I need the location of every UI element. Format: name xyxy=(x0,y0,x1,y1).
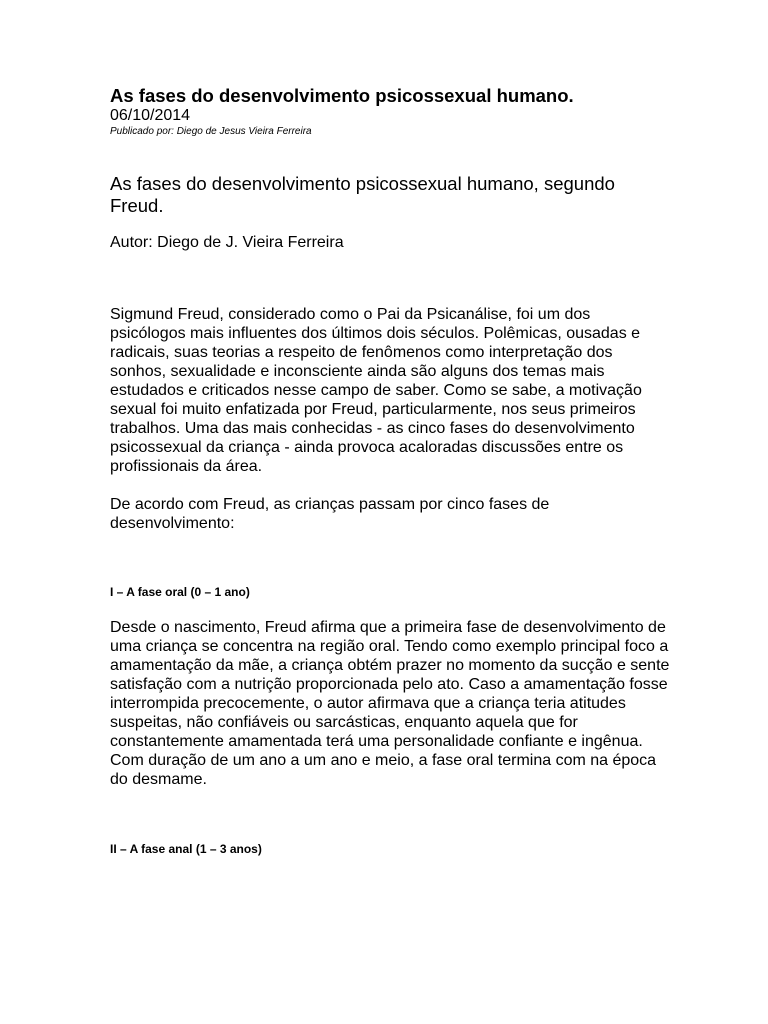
article-author: Autor: Diego de J. Vieira Ferreira xyxy=(110,234,344,251)
document-content xyxy=(110,85,670,857)
phases-intro-paragraph: De acordo com Freud, as crianças passam por cinco fases de desenvolvimento: xyxy=(110,496,550,532)
section-heading-anal-phase: II – A fase anal (1 – 3 anos) xyxy=(110,842,262,856)
article-subtitle: As fases do desenvolvimento psicossexual humano, segundo Freud. xyxy=(110,173,615,216)
document-title: As fases do desenvolvimento psicossexual humano. xyxy=(110,85,574,106)
section-heading-oral-phase: I – A fase oral (0 – 1 ano) xyxy=(110,585,250,599)
section-body-oral-phase: Desde o nascimento, Freud afirma que a primeira fase de desenvolvimento de uma criança se concentra na região oral. Tendo como exemplo principal foco a amamentação da mãe, a criança obtém prazer no momento da sucção e sente satisfação com a nutrição proporcionada pelo ato. Caso a amamentação fosse interrompida precocemente, o autor afirmava que a criança teria atitudes suspeitas, não confiáveis ou sarcásticas, enquanto aquela que for constantemente amamentada terá uma personalidade confiante e ingênua. Com duração de um ano a um ano e meio, a fase oral termina com na época do desmame. xyxy=(110,619,670,788)
publication-date: 06/10/2014 xyxy=(110,107,191,124)
intro-paragraph: Sigmund Freud, considerado como o Pai da Psicanálise, foi um dos psicólogos mais influentes dos últimos dois séculos. Polêmicas, ousadas e radicais, suas teorias a respeito de fenômenos como interpretação dos sonhos, sexualidade e inconsciente ainda são alguns dos temas mais estudados e criticados nesse campo de saber. Como se sabe, a motivação sexual foi muito enfatizada por Freud, particularmente, nos seus primeiros trabalhos. Uma das mais conhecidas - as cinco fases do desenvolvimento psicossexual da criança - ainda provoca acaloradas discussões entre os profissionais da área. xyxy=(110,306,642,475)
published-by: Publicado por: Diego de Jesus Vieira Ferreira xyxy=(110,126,312,137)
